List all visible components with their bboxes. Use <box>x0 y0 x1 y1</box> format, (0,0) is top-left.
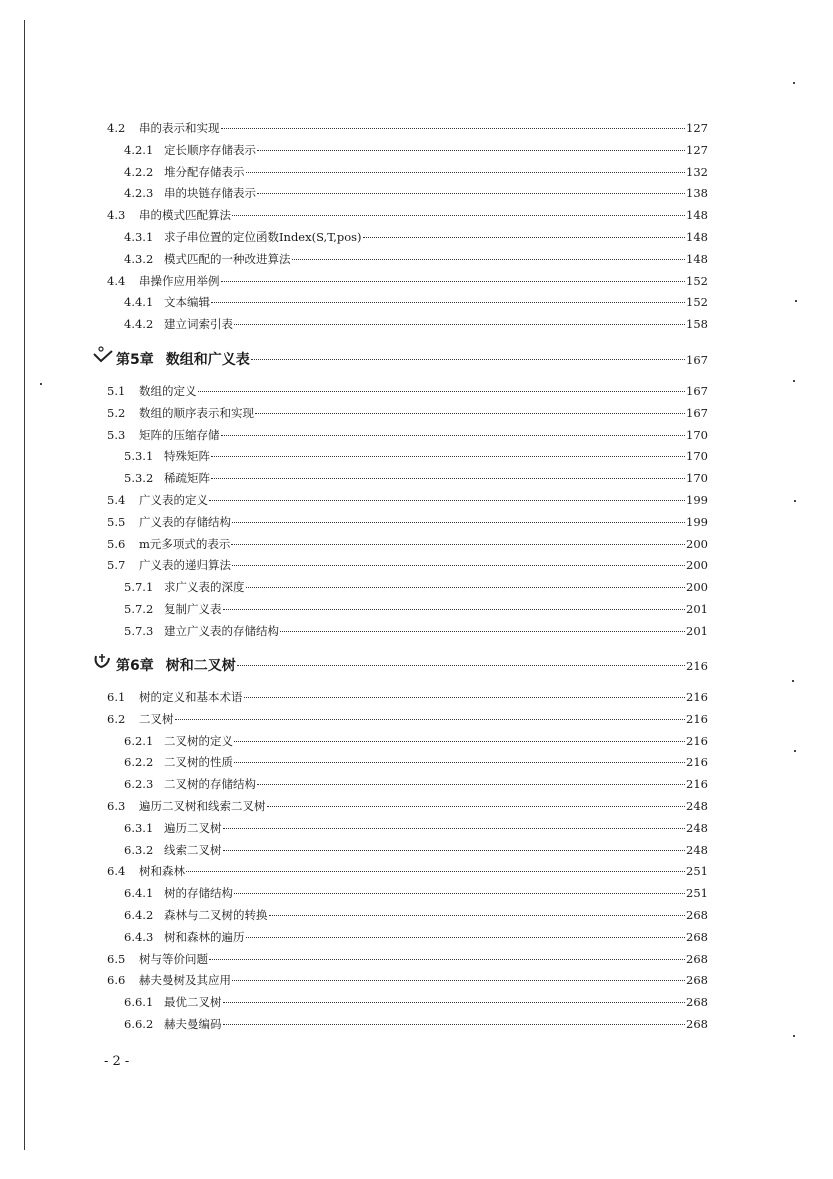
section-page-number: 268 <box>686 951 708 966</box>
section-page-number: 148 <box>686 230 708 244</box>
section-number: 4.3 <box>107 208 126 223</box>
section-title: 树的定义和基本术语 <box>139 690 243 704</box>
section-page-number: 216 <box>686 711 708 726</box>
section-page-number: 200 <box>686 558 708 573</box>
section-title: 堆分配存储表示 <box>164 164 245 179</box>
section-title: 数组的定义 <box>139 384 197 398</box>
scan-speck <box>793 380 795 382</box>
chapter-title: 数组和广义表 <box>165 352 250 368</box>
dot-leader <box>186 857 685 872</box>
section-title: 森林与二叉树的转换 <box>164 908 268 922</box>
section-page-number: 248 <box>686 799 708 813</box>
section-number: 4.2 <box>107 121 126 135</box>
section-page-number: 216 <box>686 690 708 704</box>
toc-entry[interactable] <box>124 751 712 769</box>
dot-leader <box>257 136 685 151</box>
toc-entry[interactable] <box>107 380 712 398</box>
dot-leader <box>257 770 685 785</box>
section-number: 6.2 <box>107 711 126 726</box>
section-page-number: 248 <box>686 820 708 835</box>
section-title: 赫夫曼树及其应用 <box>139 973 231 988</box>
section-title: 串的块链存储表示 <box>164 186 256 201</box>
toc-entry[interactable] <box>124 139 712 157</box>
toc-entry[interactable] <box>124 991 712 1009</box>
dot-leader <box>211 464 685 479</box>
section-title: 广义表的定义 <box>139 493 208 507</box>
section-page-number: 199 <box>686 493 708 507</box>
toc-entry[interactable] <box>107 860 712 878</box>
toc-entry[interactable] <box>124 161 712 179</box>
toc-entry[interactable] <box>124 1013 712 1031</box>
section-page-number: 148 <box>686 251 708 266</box>
section-title: 文本编辑 <box>164 295 210 310</box>
dot-leader <box>292 245 686 260</box>
section-page-number: 268 <box>686 1017 708 1031</box>
toc-entry[interactable] <box>107 533 712 551</box>
dot-leader <box>232 508 685 523</box>
toc-entry[interactable] <box>107 204 712 222</box>
section-number: 4.4.1 <box>124 295 154 310</box>
section-page-number: 170 <box>686 449 708 464</box>
dot-leader <box>211 442 685 457</box>
section-number: 6.4.3 <box>124 929 154 944</box>
section-number: 5.7 <box>107 558 126 573</box>
section-page-number: 148 <box>686 208 708 223</box>
section-number: 6.4 <box>107 864 126 879</box>
dot-leader <box>198 377 686 392</box>
section-title: 赫夫曼编码 <box>164 1017 222 1031</box>
section-title: 树和森林 <box>139 864 185 879</box>
toc-entry[interactable] <box>107 424 712 442</box>
section-title: 矩阵的压缩存储 <box>139 427 220 442</box>
section-title: 定长顺序存储表示 <box>164 142 256 157</box>
toc-entry[interactable] <box>124 445 712 463</box>
section-number: 5.3 <box>107 427 126 442</box>
section-title: 求子串位置的定位函数Index(S,T,pos) <box>164 230 362 244</box>
dot-leader <box>246 923 686 938</box>
scan-speck <box>792 680 794 682</box>
section-title: 数组的顺序表示和实现 <box>139 405 254 420</box>
dot-leader <box>363 223 685 238</box>
toc-entry[interactable] <box>107 708 712 726</box>
section-page-number: 201 <box>686 602 708 616</box>
section-title: 复制广义表 <box>164 602 222 616</box>
section-page-number: 200 <box>686 580 708 595</box>
section-number: 5.7.3 <box>124 623 154 638</box>
toc-entry[interactable] <box>124 576 712 594</box>
section-number: 5.1 <box>107 384 126 398</box>
section-title: 二叉树的存储结构 <box>164 777 256 792</box>
section-page-number: 251 <box>686 886 708 901</box>
section-number: 4.4 <box>107 273 126 288</box>
section-page-number: 216 <box>686 755 708 770</box>
toc-entry[interactable] <box>124 817 712 835</box>
toc-entry[interactable] <box>107 686 712 704</box>
dot-leader <box>234 727 685 742</box>
section-title: 建立词索引表 <box>164 317 233 332</box>
dot-leader <box>246 158 686 173</box>
chapter-label: 第6章 <box>116 658 154 674</box>
section-page-number: 251 <box>686 864 708 879</box>
section-page-number: 132 <box>686 164 708 179</box>
section-number: 6.6.1 <box>124 995 154 1010</box>
dot-leader <box>209 945 685 960</box>
dot-leader <box>211 288 685 303</box>
section-page-number: 167 <box>686 384 708 398</box>
dot-leader <box>175 705 686 720</box>
section-page-number: 127 <box>686 121 708 135</box>
toc-entry[interactable] <box>124 730 712 748</box>
chapter-ornament-icon <box>92 346 114 364</box>
section-number: 6.3.1 <box>124 820 154 835</box>
toc-entry[interactable] <box>124 467 712 485</box>
toc-entry[interactable] <box>124 291 712 309</box>
section-number: 5.7.1 <box>124 580 154 595</box>
section-title: 树与等价问题 <box>139 951 208 966</box>
dot-leader <box>244 683 686 698</box>
section-title: 广义表的存储结构 <box>139 514 231 529</box>
dot-leader <box>234 748 685 763</box>
section-title: 二叉树的定义 <box>164 733 233 748</box>
section-title: 遍历二叉树 <box>164 820 222 835</box>
dot-leader <box>237 649 685 666</box>
toc-entry[interactable] <box>107 117 712 135</box>
toc-entry[interactable] <box>124 598 712 616</box>
section-page-number: 268 <box>686 995 708 1010</box>
toc-entry[interactable] <box>107 554 712 572</box>
section-number: 5.2 <box>107 405 126 420</box>
section-page-number: 216 <box>686 777 708 792</box>
section-title: 串操作应用举例 <box>139 273 220 288</box>
section-number: 4.4.2 <box>124 317 154 332</box>
section-number: 6.2.3 <box>124 777 154 792</box>
scan-speck <box>40 383 42 385</box>
toc-entry[interactable] <box>124 248 712 266</box>
section-number: 5.6 <box>107 536 126 551</box>
section-page-number: 170 <box>686 427 708 442</box>
section-page-number: 268 <box>686 908 708 922</box>
section-page-number: 152 <box>686 295 708 310</box>
section-title: 特殊矩阵 <box>164 449 210 464</box>
toc-entry[interactable] <box>124 226 712 244</box>
toc-entry[interactable] <box>107 511 712 529</box>
chapter-6-heading[interactable] <box>92 652 712 674</box>
dot-leader <box>231 530 685 545</box>
toc-entry[interactable] <box>107 270 712 288</box>
dot-leader <box>221 114 686 129</box>
section-page-number: 138 <box>686 186 708 201</box>
dot-leader <box>223 988 686 1003</box>
section-page-number: 216 <box>686 733 708 748</box>
toc-entry[interactable] <box>124 313 712 331</box>
section-number: 6.4.1 <box>124 886 154 901</box>
dot-leader <box>257 179 685 194</box>
section-number: 6.2.1 <box>124 733 154 748</box>
dot-leader <box>223 1010 686 1025</box>
section-number: 4.3.2 <box>124 251 154 266</box>
section-title: 遍历二叉树和线索二叉树 <box>139 799 266 813</box>
toc-entry[interactable] <box>107 489 712 507</box>
section-page-number: 127 <box>686 142 708 157</box>
toc-entry[interactable] <box>124 882 712 900</box>
section-page-number: 158 <box>686 317 708 332</box>
section-number: 4.2.3 <box>124 186 154 201</box>
dot-leader <box>221 267 686 282</box>
scan-speck <box>794 750 796 752</box>
section-number: 6.6.2 <box>124 1017 154 1031</box>
section-title: 模式匹配的一种改进算法 <box>164 251 291 266</box>
section-number: 5.3.2 <box>124 471 154 486</box>
chapter-5-heading[interactable] <box>92 346 712 368</box>
dot-leader <box>221 421 686 436</box>
toc-entry[interactable] <box>124 620 712 638</box>
section-page-number: 268 <box>686 929 708 944</box>
section-page-number: 199 <box>686 514 708 529</box>
chapter-label: 第5章 <box>116 352 154 368</box>
section-title: 串的模式匹配算法 <box>139 208 231 223</box>
toc-entry[interactable] <box>107 402 712 420</box>
section-number: 6.6 <box>107 973 126 988</box>
toc-entry[interactable] <box>124 182 712 200</box>
section-title: m元多项式的表示 <box>139 536 231 551</box>
section-title: 稀疏矩阵 <box>164 471 210 486</box>
toc-entry[interactable] <box>124 839 712 857</box>
section-number: 4.2.1 <box>124 142 154 157</box>
section-number: 5.4 <box>107 493 126 507</box>
section-title: 二叉树的性质 <box>164 755 233 770</box>
toc-entry[interactable] <box>124 773 712 791</box>
section-title: 线索二叉树 <box>164 842 222 857</box>
section-page-number: 170 <box>686 471 708 486</box>
section-number: 5.3.1 <box>124 449 154 464</box>
section-title: 二叉树 <box>139 711 174 726</box>
section-number: 6.3.2 <box>124 842 154 857</box>
chapter-ornament-icon <box>92 652 114 670</box>
chapter-page-number: 167 <box>686 353 708 367</box>
section-title: 建立广义表的存储结构 <box>164 623 279 638</box>
scan-speck <box>793 1035 795 1037</box>
dot-leader <box>251 343 685 360</box>
section-title: 串的表示和实现 <box>139 121 220 135</box>
chapter-page-number: 216 <box>686 659 708 673</box>
section-title: 广义表的递归算法 <box>139 558 231 573</box>
dot-leader <box>209 486 685 501</box>
dot-leader <box>255 399 685 414</box>
dot-leader <box>234 879 685 894</box>
dot-leader <box>246 573 686 588</box>
section-number: 4.2.2 <box>124 164 154 179</box>
section-number: 5.7.2 <box>124 602 154 616</box>
section-title: 求广义表的深度 <box>164 580 245 595</box>
section-number: 6.1 <box>107 690 126 704</box>
toc-entry[interactable] <box>124 926 712 944</box>
dot-leader <box>232 201 685 216</box>
section-number: 4.3.1 <box>124 230 154 244</box>
section-page-number: 268 <box>686 973 708 988</box>
section-number: 5.5 <box>107 514 126 529</box>
section-page-number: 201 <box>686 623 708 638</box>
section-title: 树的存储结构 <box>164 886 233 901</box>
section-page-number: 152 <box>686 273 708 288</box>
section-page-number: 167 <box>686 405 708 420</box>
section-page-number: 200 <box>686 536 708 551</box>
dot-leader <box>269 901 686 916</box>
section-number: 6.2.2 <box>124 755 154 770</box>
section-title: 树和森林的遍历 <box>164 929 245 944</box>
dot-leader <box>234 310 685 325</box>
dot-leader <box>267 792 686 807</box>
chapter-title: 树和二叉树 <box>165 658 236 674</box>
dot-leader <box>223 595 686 610</box>
toc-entry[interactable] <box>124 904 712 922</box>
toc-entry[interactable] <box>107 795 712 813</box>
dot-leader <box>280 617 685 632</box>
dot-leader <box>232 966 685 981</box>
toc-entry[interactable] <box>107 969 712 987</box>
section-number: 6.3 <box>107 799 126 813</box>
page-number: - 2 - <box>104 1054 130 1069</box>
toc-entry[interactable] <box>107 948 712 966</box>
section-number: 6.5 <box>107 951 126 966</box>
dot-leader <box>232 551 685 566</box>
dot-leader <box>223 836 686 851</box>
section-number: 6.4.2 <box>124 908 154 922</box>
section-page-number: 248 <box>686 842 708 857</box>
scan-speck <box>794 500 796 502</box>
scan-speck <box>793 82 795 84</box>
section-title: 最优二叉树 <box>164 995 222 1010</box>
dot-leader <box>223 814 686 829</box>
scan-speck <box>795 300 797 302</box>
